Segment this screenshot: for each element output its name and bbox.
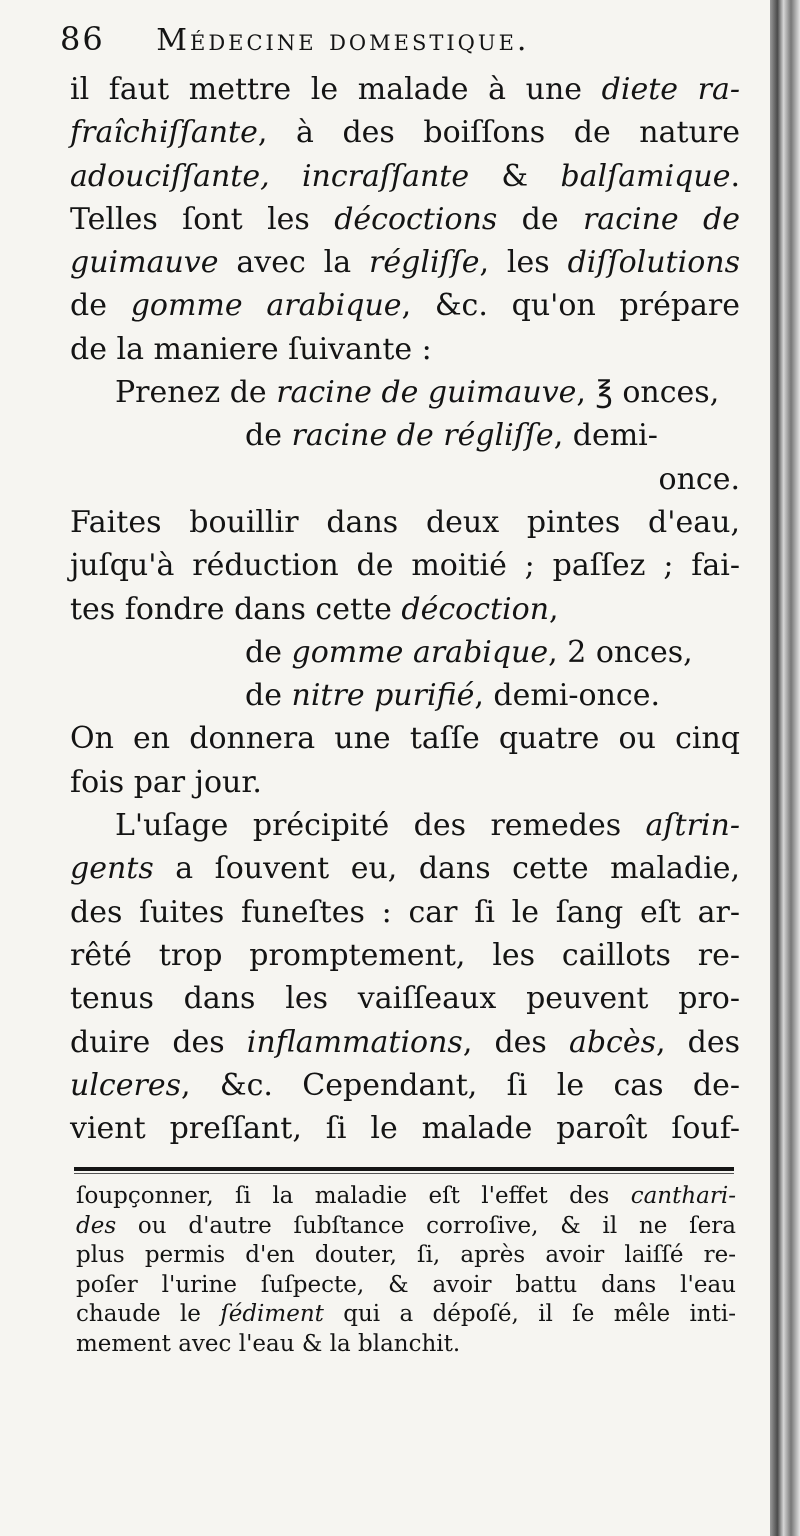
footnote-divider bbox=[74, 1167, 734, 1171]
text-line: fraîchiſſante, à des boiſſons de nature bbox=[70, 115, 740, 151]
text-line: On en donnera une taſſe quatre ou cinq bbox=[70, 721, 740, 757]
running-header bbox=[60, 20, 760, 70]
text-line: de la maniere ſuivante : bbox=[70, 331, 432, 367]
running-title: Médecine domestique. bbox=[156, 23, 530, 58]
footnote-divider-thin bbox=[74, 1173, 734, 1174]
recipe-line: de racine de régliſſe, demi- bbox=[245, 418, 658, 454]
page-number: 86 bbox=[60, 20, 105, 58]
text-line: guimauve avec la régliſſe, les diſſolutions bbox=[70, 245, 740, 281]
page-edge-shadow bbox=[770, 0, 800, 1536]
footnote-line: des ou d'autre ſubſtance corroſive, & il ne ſera bbox=[76, 1212, 736, 1239]
text-line: adouciſſante, incraſſante & balſamique. bbox=[70, 158, 740, 194]
text-line: ulceres, &c. Cependant, ſi le cas de- bbox=[70, 1067, 740, 1103]
text-line: fois par jour. bbox=[70, 764, 262, 800]
footnote bbox=[76, 1182, 736, 1359]
recipe-line: Prenez de racine de guimauve, ℥ onces, bbox=[115, 375, 720, 411]
text-line: des ſuites funeſtes : car ſi le ſang eſt ar- bbox=[70, 894, 740, 930]
text-line: tes fondre dans cette décoction, bbox=[70, 591, 559, 627]
text-line: Faites bouillir dans deux pintes d'eau, bbox=[70, 504, 740, 540]
text-line: duire des inflammations, des abcès, des bbox=[70, 1024, 741, 1060]
text-line: Telles ſont les décoctions de racine de bbox=[70, 201, 740, 237]
recipe-line: de nitre purifié, demi-once. bbox=[245, 678, 661, 714]
text-line: tenus dans les vaiſſeaux peuvent pro- bbox=[70, 981, 740, 1017]
footnote-line: mement avec l'eau & la blanchit. bbox=[76, 1330, 461, 1357]
text-line: L'uſage précipité des remedes aſtrin- bbox=[115, 808, 740, 844]
main-text bbox=[70, 68, 740, 1150]
text-line: de gomme arabique, &c. qu'on prépare bbox=[70, 288, 741, 324]
recipe-line: once. bbox=[658, 461, 740, 497]
text-line: vient preſſant, ſi le malade paroît ſouf- bbox=[70, 1111, 740, 1147]
text-line: gents a ſouvent eu, dans cette maladie, bbox=[70, 851, 740, 887]
text-line: rêté trop promptement, les caillots re- bbox=[70, 937, 740, 973]
text-line: il faut mettre le malade à une diete ra- bbox=[70, 72, 740, 107]
recipe-line: de gomme arabique, 2 onces, bbox=[245, 634, 693, 670]
footnote-line: poſer l'urine ſuſpecte, & avoir battu dans l'eau bbox=[76, 1271, 736, 1298]
footnote-line: chaude le ſédiment qui a dépoſé, il ſe mêle inti- bbox=[76, 1301, 736, 1327]
text-line: juſqu'à réduction de moitié ; paſſez ; fai- bbox=[70, 548, 740, 584]
footnote-line: plus permis d'en douter, ſi, après avoir laiſſé re- bbox=[76, 1242, 736, 1268]
footnote-line: ſoupçonner, ſi la maladie eſt l'effet des canthari- bbox=[76, 1183, 736, 1209]
